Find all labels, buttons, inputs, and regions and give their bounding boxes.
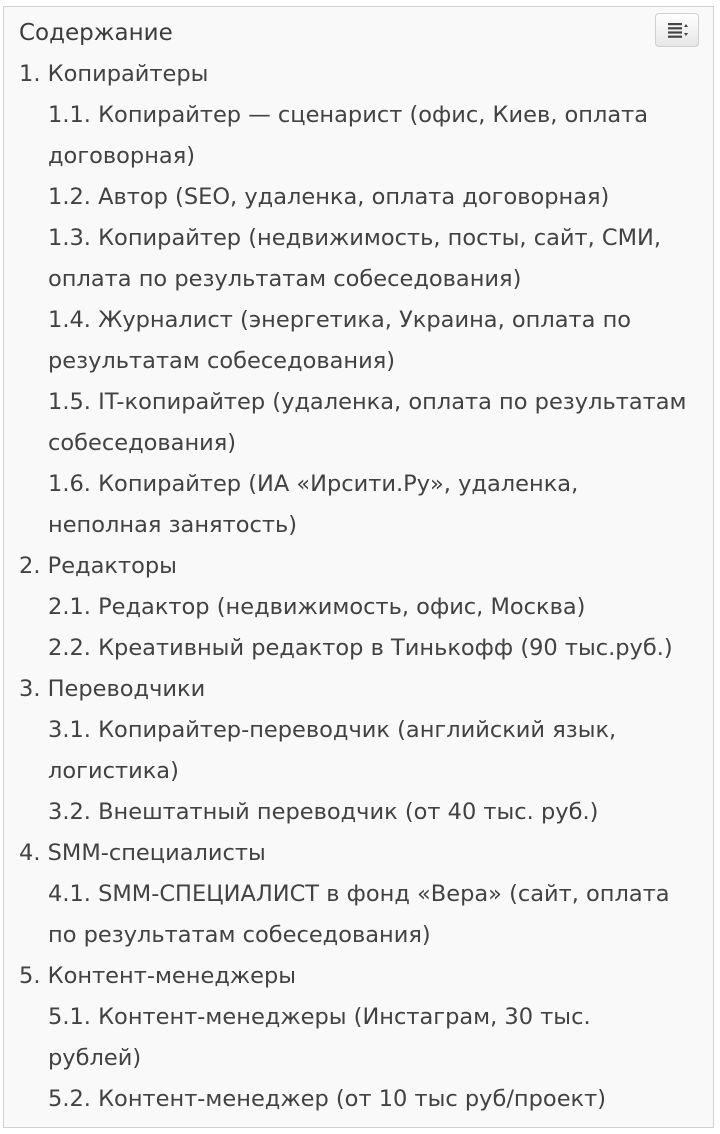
list-item [48, 177, 709, 218]
list-item [48, 587, 709, 628]
toc-link-1-5[interactable]: 1.5. IT-копирайтер (удаленка, оплата по результатам собеседования) [48, 389, 687, 456]
toc-section [19, 54, 709, 546]
list-item [48, 710, 709, 792]
toc-link-section-5[interactable]: 5. Контент-менеджеры [19, 963, 297, 989]
toc-section [19, 669, 709, 833]
toc-link-section-3[interactable]: 3. Переводчики [19, 676, 206, 702]
list-item [48, 628, 709, 669]
list-item [48, 464, 709, 546]
toc-toggle-button[interactable] [655, 13, 699, 47]
list-item [48, 1079, 709, 1120]
toc-link-5-1[interactable]: 5.1. Контент-менеджеры (Инстаграм, 30 тыс. рублей) [48, 1004, 591, 1071]
list-toggle-icon [668, 23, 688, 38]
toc-sublist [19, 587, 709, 669]
toc-sublist [19, 874, 709, 956]
table-of-contents [3, 6, 714, 1128]
toc-section [19, 833, 709, 956]
list-item [48, 382, 709, 464]
toc-link-4-1[interactable]: 4.1. SMM-СПЕЦИАЛИСТ в фонд «Вера» (сайт, оплата по результатам собеседования) [48, 881, 670, 948]
list-item [48, 300, 709, 382]
toc-link-5-2[interactable]: 5.2. Контент-менеджер (от 10 тыс руб/проект) [48, 1086, 607, 1112]
list-item [48, 218, 709, 300]
toc-link-2-1[interactable]: 2.1. Редактор (недвижимость, офис, Москва) [48, 594, 586, 620]
toc-link-1-4[interactable]: 1.4. Журналист (энергетика, Украина, оплата по результатам собеседования) [48, 307, 632, 374]
toc-sublist [19, 997, 709, 1120]
list-item [48, 874, 709, 956]
toc-link-3-2[interactable]: 3.2. Внештатный переводчик (от 40 тыс. руб.) [48, 799, 599, 825]
toc-sublist [19, 95, 709, 546]
toc-link-section-1[interactable]: 1. Копирайтеры [19, 61, 209, 87]
toc-section [19, 956, 709, 1120]
toc-link-1-3[interactable]: 1.3. Копирайтер (недвижимость, посты, сайт, СМИ, оплата по результатам собеседования) [48, 225, 662, 292]
list-item [48, 95, 709, 177]
toc-list [19, 54, 709, 1120]
toc-link-1-2[interactable]: 1.2. Автор (SEO, удаленка, оплата договорная) [48, 184, 610, 210]
toc-link-1-6[interactable]: 1.6. Копирайтер (ИА «Ирсити.Ру», удаленка, неполная занятость) [48, 471, 579, 538]
toc-link-section-4[interactable]: 4. SMM-специалисты [19, 840, 266, 866]
list-item [48, 997, 709, 1079]
toc-link-1-1[interactable]: 1.1. Копирайтер — сценарист (офис, Киев, оплата договорная) [48, 102, 649, 169]
toc-title: Содержание [19, 20, 173, 46]
toc-link-2-2[interactable]: 2.2. Креативный редактор в Тинькофф (90 тыс.руб.) [48, 635, 673, 661]
toc-link-section-2[interactable]: 2. Редакторы [19, 553, 177, 579]
toc-link-3-1[interactable]: 3.1. Копирайтер-переводчик (английский язык, логистика) [48, 717, 617, 784]
toc-section [19, 546, 709, 669]
list-item [48, 792, 709, 833]
toc-sublist [19, 710, 709, 833]
